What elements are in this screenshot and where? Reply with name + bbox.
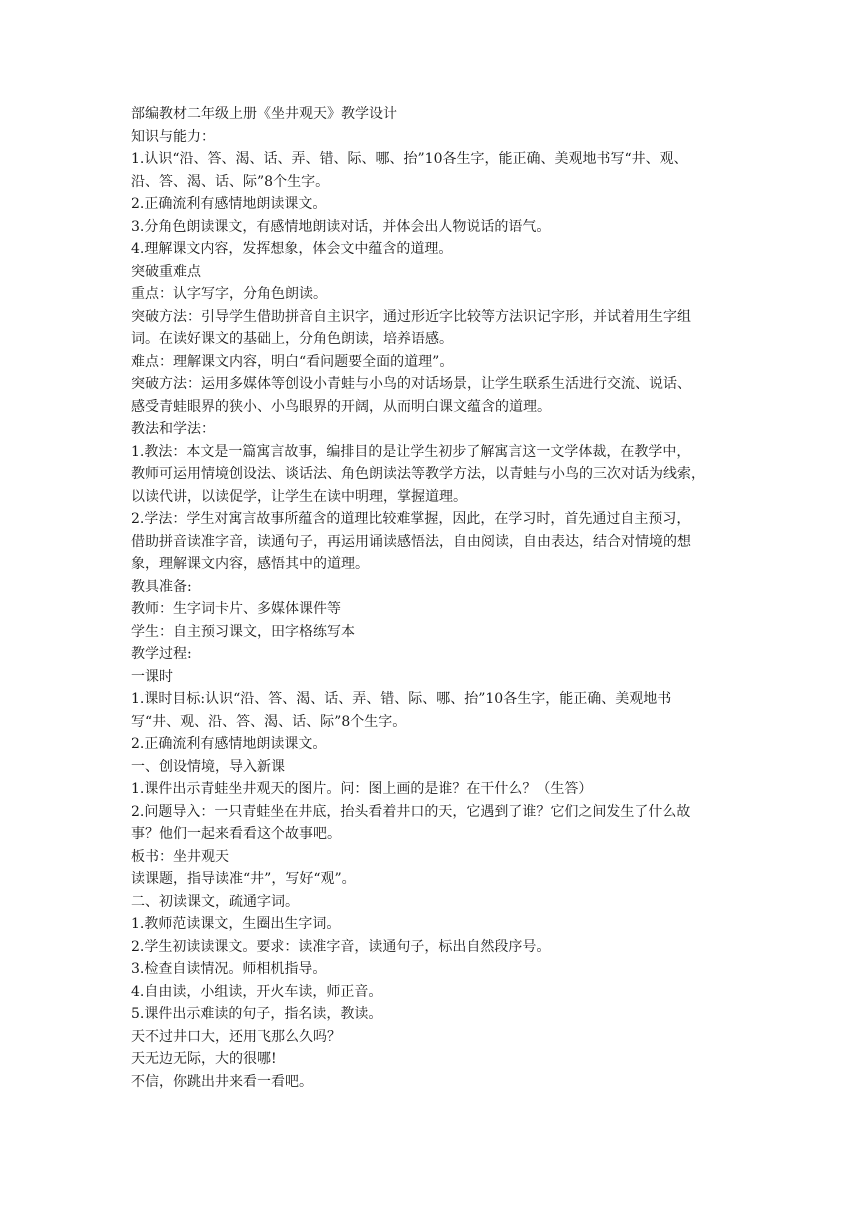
text-line: 2.问题导入：一只青蛙坐在井底，抬头看着井口的天，它遇到了谁？它们之间发生了什么故 bbox=[131, 803, 691, 820]
text-line: 3.分角色朗读课文，有感情地朗读对话，并体会出人物说话的语气。 bbox=[131, 218, 551, 235]
text-line: 感受青蛙眼界的狭小、小鸟眼界的开阔，从而明白课文蕴含的道理。 bbox=[131, 398, 551, 415]
text-line: 以读代讲，以读促学，让学生在读中明理，掌握道理。 bbox=[131, 488, 467, 505]
text-line: 1.教法：本文是一篇寓言故事，编排目的是让学生初步了解寓言这一文学体裁，在教学中， bbox=[131, 443, 691, 460]
section-heading: 教法和学法： bbox=[131, 421, 215, 437]
section-heading: 知识与能力： bbox=[131, 128, 215, 145]
section-heading: 突破重难点 bbox=[131, 263, 201, 280]
text-line: 4.自由读，小组读，开火车读，师正音。 bbox=[131, 983, 383, 1000]
text-line: 读课题，指导读准“井”，写好“观”。 bbox=[131, 871, 356, 887]
section-heading: 教具准备: bbox=[131, 578, 192, 595]
text-line: 2.正确流利有感情地朗读课文。 bbox=[131, 196, 327, 212]
text-line: 5.课件出示难读的句子，指名读，教读。 bbox=[131, 1006, 383, 1022]
text-line: 词。在读好课文的基础上，分角色朗读，培养语感。 bbox=[131, 331, 453, 347]
text-line: 2.学法：学生对寓言故事所蕴含的道理比较难掌握，因此，在学习时，首先通过自主预习， bbox=[131, 511, 691, 527]
text-line: 1.课时目标:认识“沿、答、渴、话、弄、错、际、哪、抬”10各生字，能正确、美观地书 bbox=[131, 691, 672, 707]
text-line: 3.检查自读情况。师相机指导。 bbox=[131, 961, 327, 977]
text-line: 突破方法：运用多媒体等创设小青蛙与小鸟的对话场景，让学生联系生活进行交流、说话、 bbox=[131, 376, 691, 392]
section-heading: 一课时 bbox=[131, 668, 173, 685]
document-page bbox=[131, 103, 743, 1093]
text-line: 1.课件出示青蛙坐井观天的图片。问：图上画的是谁？在干什么？（生答） bbox=[131, 781, 593, 797]
text-line: 借助拼音读准字音，读通句子，再运用诵读感悟法，自由阅读，自由表达，结合对情境的想 bbox=[131, 533, 691, 550]
text-line: 教师：生字词卡片、多媒体课件等 bbox=[131, 601, 341, 617]
text-line: 天不过井口大，还用飞那么久吗？ bbox=[131, 1028, 341, 1045]
section-heading: 二、初读课文，疏通字词。 bbox=[131, 893, 299, 910]
text-line: 突破方法：引导学生借助拼音自主识字，通过形近字比较等方法识记字形，并试着用生字组 bbox=[131, 308, 691, 325]
text-line: 天无边无际，大的很哪! bbox=[131, 1051, 277, 1067]
text-line: 2.正确流利有感情地朗读课文。 bbox=[131, 736, 327, 752]
text-line: 1.教师范读课文，生圈出生字词。 bbox=[131, 916, 341, 932]
text-line: 重点：认字写字，分角色朗读。 bbox=[131, 286, 327, 302]
text-line: 2.学生初读读课文。要求：读准字音，读通句子，标出自然段序号。 bbox=[131, 938, 551, 955]
text-line: 写“井、观、沿、答、渴、话、际”8个生字。 bbox=[131, 713, 407, 730]
text-line: 板书：坐井观天 bbox=[131, 848, 229, 865]
text-line: 不信，你跳出井来看一看吧。 bbox=[131, 1073, 313, 1090]
text-line: 学生：自主预习课文，田字格练写本 bbox=[131, 623, 355, 640]
text-line: 难点：理解课文内容，明白“看问题要全面的道理”。 bbox=[131, 353, 454, 370]
text-line: 1.认识“沿、答、渴、话、弄、错、际、哪、抬”10各生字，能正确、美观地书写“井、观、 bbox=[131, 151, 688, 167]
text-line: 沿、答、渴、话、际”8个生字。 bbox=[131, 173, 330, 190]
text-line: 4.理解课文内容，发挥想象，体会文中蕴含的道理。 bbox=[131, 241, 453, 257]
section-heading: 一、创设情境，导入新课 bbox=[131, 758, 285, 775]
text-line: 教师可运用情境创设法、谈话法、角色朗读法等教学方法，以青蛙与小鸟的三次对话为线索， bbox=[131, 466, 705, 482]
text-line: 象，理解课文内容，感悟其中的道理。 bbox=[131, 556, 369, 572]
text-line: 事？他们一起来看看这个故事吧。 bbox=[131, 826, 341, 842]
document-title: 部编教材二年级上册《坐井观天》教学设计 bbox=[131, 106, 397, 122]
section-heading: 教学过程: bbox=[131, 646, 192, 662]
